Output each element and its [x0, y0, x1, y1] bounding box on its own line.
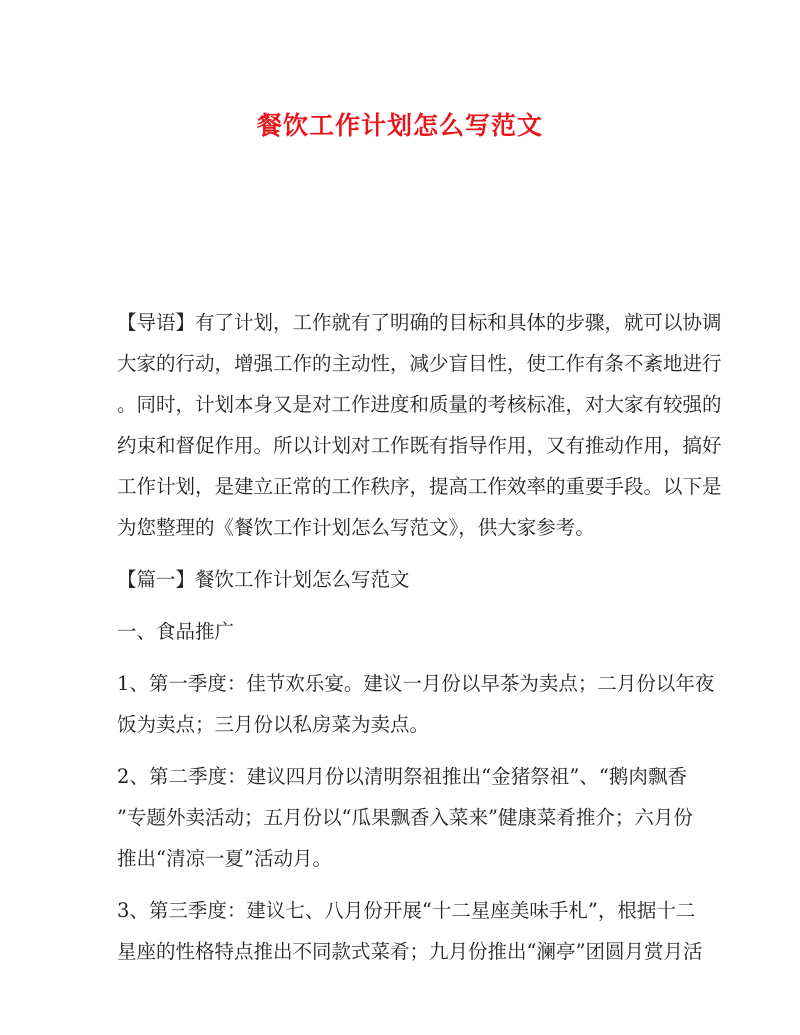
- list-item: [117, 756, 693, 879]
- item-line: 星座的性格特点推出不同款式菜肴；九月份推出“澜亭”团圆月赏月活: [117, 940, 703, 963]
- intro-line: 。同时，计划本身又是对工作进度和质量的考核标准，对大家有较强的: [117, 393, 722, 416]
- document-body: [117, 302, 722, 972]
- intro-line: 大家的行动，增强工作的主动性，减少盲目性，使工作有条不紊地进行: [117, 352, 722, 375]
- intro-line: 工作计划，是建立正常的工作秩序，提高工作效率的重要手段。以下是: [117, 475, 722, 498]
- item-line: 3、第三季度：建议七、八月份开展“十二星座美味手札”，根据十二: [117, 899, 696, 922]
- item-line: 推出“清凉一夏”活动月。: [117, 847, 332, 870]
- list-item: [117, 890, 703, 972]
- list-item: [117, 663, 715, 745]
- subheading: 一、食品推广: [117, 620, 235, 643]
- section-heading: 【篇一】餐饮工作计划怎么写范文: [117, 568, 410, 591]
- document-title: 餐饮工作计划怎么写范文: [256, 111, 543, 140]
- item-line: 饭为卖点；三月份以私房菜为卖点。: [117, 713, 430, 736]
- intro-line: 【导语】有了计划，工作就有了明确的目标和具体的步骤，就可以协调: [117, 311, 722, 334]
- intro-line: 约束和督促作用。所以计划对工作既有指导作用，又有推动作用，搞好: [117, 434, 722, 457]
- item-line: 1、第一季度：佳节欢乐宴。建议一月份以早茶为卖点；二月份以年夜: [117, 672, 715, 695]
- item-line: 2、第二季度：建议四月份以清明祭祖推出“金猪祭祖”、“鹅肉飘香: [117, 765, 687, 788]
- intro-line: 为您整理的《餐饮工作计划怎么写范文》，供大家参考。: [117, 516, 595, 539]
- item-line: ”专题外卖活动；五月份以“瓜果飘香入菜来”健康菜肴推介；六月份: [117, 806, 693, 829]
- intro-paragraph: [117, 302, 722, 548]
